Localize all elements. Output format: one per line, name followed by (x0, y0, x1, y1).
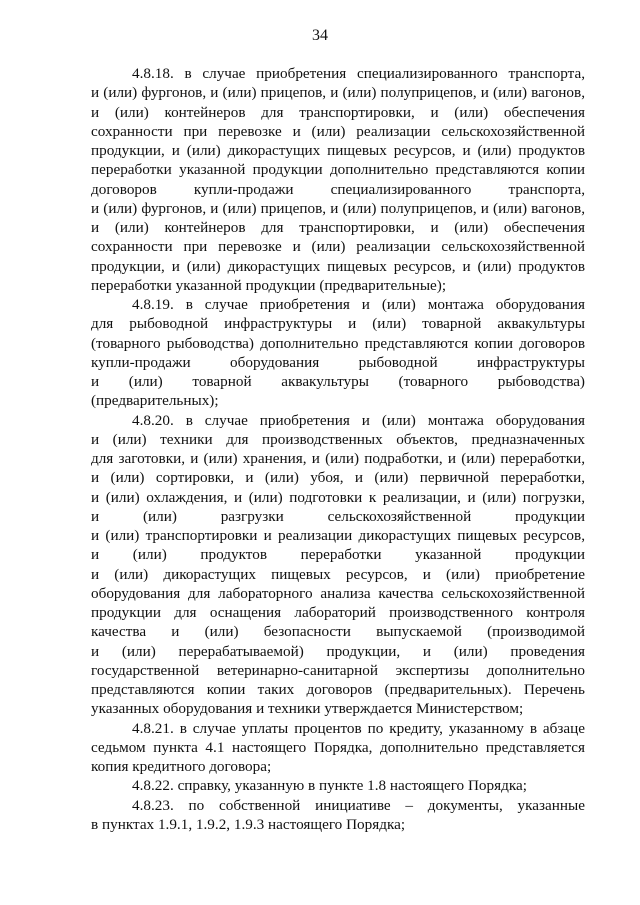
text-line: в пунктах 1.9.1, 1.9.2, 1.9.3 настоящего Порядка; (91, 815, 406, 833)
text-line: и (или) продуктов переработки указанной продукции (91, 546, 585, 564)
text-line: и (или) охлаждения, и (или) подготовки к реализации, и (или) погрузки, (91, 488, 585, 506)
text-line: 4.8.19. в случае приобретения и (или) монтажа оборудования (132, 296, 585, 313)
text-line: и (или) транспортировки и реализации дикорастущих пищевых ресурсов, (91, 527, 585, 544)
text-line: представляются копии таких договоров (предварительных). Перечень (91, 681, 585, 698)
paragraph (91, 796, 585, 835)
text-line: оборудования для лабораторного анализа качества сельскохозяйственной (91, 584, 585, 602)
paragraph (91, 64, 585, 295)
paragraph (91, 776, 585, 795)
text-line: качества и (или) безопасности выпускаемой (производимой (91, 623, 585, 641)
text-line: сохранности при перевозке и (или) реализации сельскохозяйственной (91, 122, 585, 140)
text-line: и (или) контейнеров для транспортировки, и (или) обеспечения (91, 219, 585, 236)
text-line: и (или) техники для производственных объектов, предназначенных (91, 430, 585, 448)
paragraph (91, 295, 585, 411)
text-line: 4.8.21. в случае уплаты процентов по кредиту, указанному в абзаце (132, 719, 585, 737)
text-line: и (или) перерабатываемой) продукции, и (или) проведения (91, 642, 585, 660)
text-line: и (или) дикорастущих пищевых ресурсов, и (или) приобретение (91, 565, 585, 583)
text-line: 4.8.18. в случае приобретения специализированного транспорта, (132, 65, 585, 82)
paragraph (91, 719, 585, 777)
text-line: и (или) разгрузки сельскохозяйственной продукции (91, 507, 585, 525)
text-line: 4.8.23. по собственной инициативе – документы, указанные (132, 796, 585, 814)
text-line: продукции для оснащения лабораторий производственного контроля (91, 604, 585, 621)
text-line: копия кредитного договора; (91, 758, 272, 775)
text-line: сохранности при перевозке и (или) реализации сельскохозяйственной (91, 238, 585, 256)
paragraph (91, 411, 585, 719)
text-line: (предварительных); (91, 392, 219, 410)
text-line: и (или) товарной аквакультуры (товарного рыбоводства) (91, 373, 585, 390)
text-line: переработки указанной продукции (предварительные); (91, 276, 447, 294)
text-line: и (или) фургонов, и (или) прицепов, и (или) полуприцепов, и (или) вагонов, (91, 84, 585, 102)
text-line: указанных оборудования и техники утверждается Министерством; (91, 700, 524, 718)
text-line: государственной ветеринарно-санитарной экспертизы дополнительно (91, 661, 585, 679)
text-line: 4.8.22. справку, указанную в пункте 1.8 настоящего Порядка; (132, 777, 527, 795)
text-line: продукции, и (или) дикорастущих пищевых ресурсов, и (или) продуктов (91, 142, 585, 159)
text-line: (товарного рыбоводства) дополнительно представляются копии договоров (91, 334, 585, 352)
text-line: и (или) сортировки, и (или) убоя, и (или) первичной переработки, (91, 469, 585, 487)
text-line: и (или) фургонов, и (или) прицепов, и (или) полуприцепов, и (или) вагонов, (91, 199, 585, 217)
text-line: 4.8.20. в случае приобретения и (или) монтажа оборудования (132, 411, 585, 429)
text-line: для заготовки, и (или) хранения, и (или) подработки, и (или) переработки, (91, 450, 585, 467)
document-body (91, 64, 585, 834)
text-line: договоров купли-продажи специализированного транспорта, (91, 180, 585, 198)
page-number: 34 (312, 27, 328, 44)
text-line: седьмом пункта 4.1 настоящего Порядка, дополнительно представляется (91, 738, 585, 756)
text-line: для рыбоводной инфраструктуры и (или) товарной аквакультуры (91, 315, 585, 333)
text-line: переработки указанной продукции дополнительно представляются копии (91, 161, 585, 179)
text-line: и (или) контейнеров для транспортировки, и (или) обеспечения (91, 103, 585, 121)
text-line: продукции, и (или) дикорастущих пищевых ресурсов, и (или) продуктов (91, 257, 585, 275)
text-line: купли-продажи оборудования рыбоводной инфраструктуры (91, 353, 585, 371)
